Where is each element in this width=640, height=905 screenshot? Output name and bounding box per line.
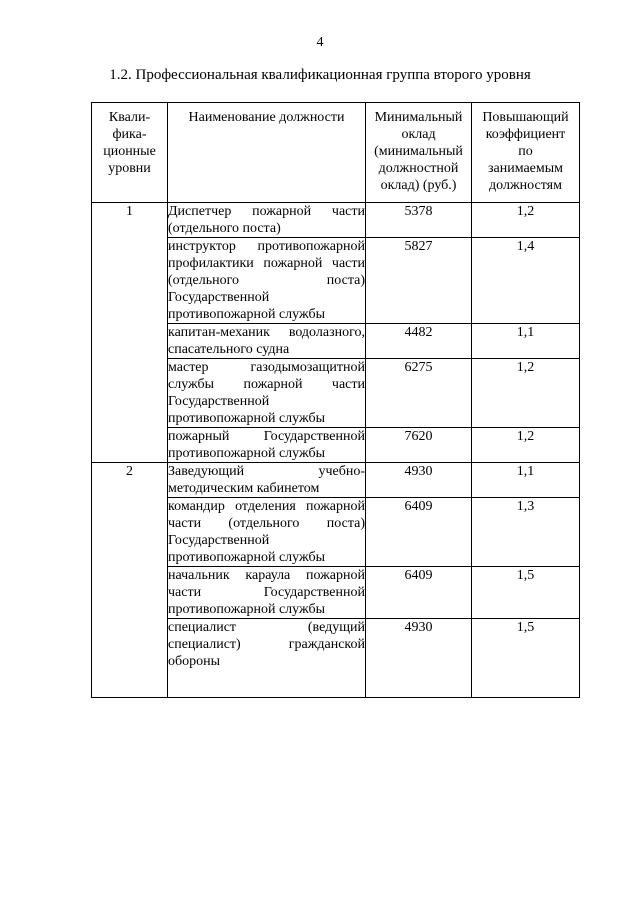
header-coefficient-line: занимаемым xyxy=(487,161,564,176)
header-salary-line: оклад) (руб.) xyxy=(380,178,457,193)
level-cell: 1 xyxy=(92,203,168,463)
salary-cell: 7620 xyxy=(366,428,472,463)
header-salary-line: Минимальный xyxy=(374,110,463,125)
header-level-line: ционные xyxy=(103,144,156,159)
header-salary-line: должностной xyxy=(378,161,459,176)
header-level xyxy=(92,103,168,203)
level-cell: 2 xyxy=(92,463,168,698)
position-cell: командир отделения пожарной части (отдельного поста) Государственной противопожарной службы xyxy=(168,499,365,565)
header-coefficient xyxy=(472,103,580,203)
salary-cell: 4482 xyxy=(366,324,472,359)
salary-cell: 6275 xyxy=(366,359,472,428)
header-coefficient-line: по xyxy=(518,144,533,159)
header-salary-line: оклад xyxy=(401,127,436,142)
salary-cell: 4930 xyxy=(366,619,472,698)
position-cell: пожарный Государственной противопожарной службы xyxy=(168,429,365,461)
position-cell: начальник караула пожарной части Государственной противопожарной службы xyxy=(168,568,365,617)
table-row xyxy=(92,463,580,498)
header-salary-line: (минимальный xyxy=(374,144,463,159)
coefficient-cell: 1,1 xyxy=(472,324,580,359)
coefficient-cell: 1,3 xyxy=(472,498,580,567)
coefficient-cell: 1,2 xyxy=(472,203,580,238)
header-salary xyxy=(366,103,472,203)
salary-cell: 4930 xyxy=(366,463,472,498)
header-coefficient-line: коэффициент xyxy=(485,127,566,142)
header-level-line: фика- xyxy=(112,127,147,142)
header-position-line: Наименование должности xyxy=(188,110,345,125)
header-row xyxy=(92,103,580,203)
header-position xyxy=(168,103,366,203)
coefficient-cell: 1,2 xyxy=(472,359,580,428)
coefficient-cell: 1,5 xyxy=(472,619,580,698)
header-coefficient-line: Повышающий xyxy=(482,110,569,125)
position-cell: Заведующий учебно-методическим кабинетом xyxy=(168,464,365,496)
position-cell: инструктор противопожарной профилактики пожарной части (отдельного поста) Государственной противопожарной службы xyxy=(168,239,365,322)
position-cell: мастер газодымозащитной службы пожарной части Государственной противопожарной службы xyxy=(168,360,365,426)
salary-cell: 6409 xyxy=(366,498,472,567)
page-number: 4 xyxy=(316,35,324,50)
qualification-table xyxy=(91,102,580,698)
header-level-line: уровни xyxy=(108,161,151,176)
header-coefficient-line: должностям xyxy=(489,178,562,193)
table-row xyxy=(92,203,580,238)
section-title: 1.2. Профессиональная квалификационная группа второго уровня xyxy=(109,67,531,83)
coefficient-cell: 1,5 xyxy=(472,567,580,619)
position-cell: Диспетчер пожарной части (отдельного поста) xyxy=(168,204,365,236)
position-cell: капитан-механик водолазного, спасательного судна xyxy=(168,325,365,357)
coefficient-cell: 1,1 xyxy=(472,463,580,498)
position-cell: специалист (ведущий специалист) гражданской обороны xyxy=(168,619,366,698)
coefficient-cell: 1,4 xyxy=(472,238,580,324)
salary-cell: 5827 xyxy=(366,238,472,324)
salary-cell: 5378 xyxy=(366,203,472,238)
header-level-line: Квали- xyxy=(108,110,151,125)
salary-cell: 6409 xyxy=(366,567,472,619)
coefficient-cell: 1,2 xyxy=(472,428,580,463)
